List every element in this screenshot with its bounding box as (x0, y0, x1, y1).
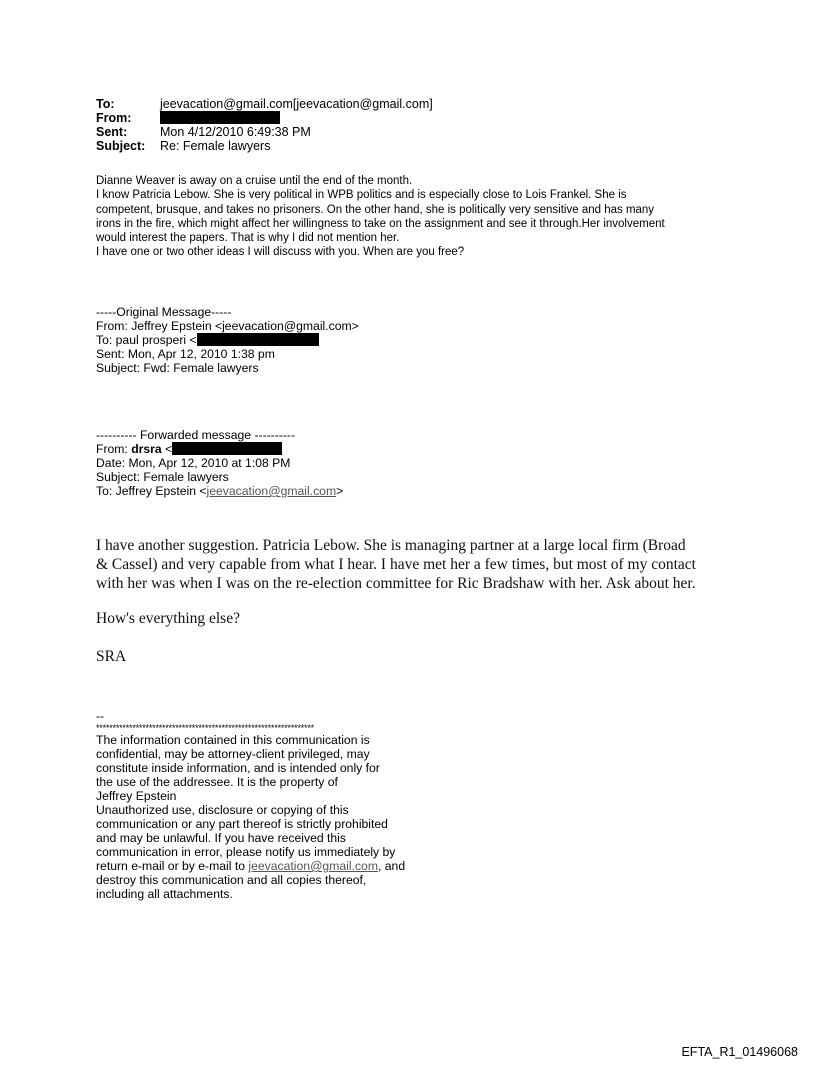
document-id: EFTA_R1_01496068 (681, 1045, 798, 1059)
disclaimer-return-prefix: return e-mail or by e-mail to (96, 859, 249, 873)
disclaimer-line: and may be unlawful. If you have received this (96, 831, 346, 845)
disclaimer-line: confidential, may be attorney-client privileged, may (96, 747, 370, 761)
sent-value: Mon 4/12/2010 6:49:38 PM (160, 125, 311, 139)
sent-label: Sent: (96, 125, 128, 139)
email-header (96, 97, 433, 153)
from-label: From: (96, 111, 132, 125)
forwarded-from-name: drsra (131, 442, 162, 456)
original-to: To: paul prosperi < (96, 333, 197, 347)
redaction-box (197, 333, 319, 346)
forwarded-to-row (96, 484, 343, 498)
to-label: To: (96, 97, 115, 111)
message-line: & Cassel) and very capable from what I hear. I have met her a few times, but most of my contact (96, 556, 696, 573)
header-sent-row (96, 125, 433, 139)
forwarded-from-row (96, 442, 343, 456)
disclaimer-line: communication or any part thereof is strictly prohibited (96, 817, 388, 831)
original-subject: Subject: Fwd: Female lawyers (96, 361, 259, 375)
disclaimer-return-suffix: , and (377, 859, 406, 873)
reply-line: I have one or two other ideas I will discuss with you. When are you free? (96, 246, 465, 259)
redaction-box (172, 442, 282, 455)
disclaimer-dashes: -- (96, 709, 105, 723)
original-to-row (96, 333, 359, 347)
reply-line: Dianne Weaver is away on a cruise until the end of the month. (96, 175, 413, 187)
disclaimer-line: the use of the addressee. It is the property of (96, 775, 338, 789)
subject-label: Subject: (96, 139, 146, 153)
disclaimer-line: The information contained in this communication is (96, 733, 370, 747)
reply-line: competent, brusque, and takes no prisoners. On the other hand, she is politically very sensitive and has many (96, 203, 655, 216)
forwarded-to-suffix: > (336, 484, 344, 498)
header-subject-row (96, 139, 433, 153)
message-body (96, 536, 696, 593)
original-sent: Sent: Mon, Apr 12, 2010 1:38 pm (96, 347, 275, 361)
disclaimer-line: including all attachments. (96, 887, 233, 901)
message-question: How's everything else? (96, 610, 240, 627)
redaction-box (160, 111, 280, 124)
email-link[interactable]: jeevacation@gmail.com (206, 484, 337, 498)
reply-line: I know Patricia Lebow. She is very political in WPB politics and is especially close to Lois Frankel. She is (96, 189, 627, 202)
subject-value: Re: Female lawyers (160, 139, 271, 153)
header-from-row (96, 111, 433, 125)
original-from: From: Jeffrey Epstein <jeevacation@gmail.com> (96, 319, 359, 333)
disclaimer-line: communication in error, please notify us immediately by (96, 845, 396, 859)
disclaimer-line: destroy this communication and all copies thereof, (96, 873, 367, 887)
forwarded-subject: Subject: Female lawyers (96, 470, 229, 484)
reply-line: irons in the fire, which might affect her willingness to take on the assignment and see it through.Her involvement (96, 217, 665, 230)
header-to-row (96, 97, 433, 111)
disclaimer-line: constitute inside information, and is intended only for (96, 761, 380, 775)
forwarded-from-prefix: From: (96, 442, 132, 456)
forwarded-date: Date: Mon, Apr 12, 2010 at 1:08 PM (96, 456, 291, 470)
message-signoff: SRA (96, 648, 127, 665)
disclaimer-line: Unauthorized use, disclosure or copying of this (96, 803, 349, 817)
disclaimer-line: Jeffrey Epstein (96, 789, 177, 803)
disclaimer-stars: ****************************************************************** (96, 723, 314, 733)
original-message (96, 305, 359, 375)
disclaimer-return-row (96, 859, 405, 873)
message-line: with her was when I was on the re-election committee for Ric Bradshaw with her. Ask about her. (96, 575, 696, 592)
forwarded-from-bracket: < (161, 442, 173, 456)
email-link[interactable]: jeevacation@gmail.com (248, 859, 378, 873)
forwarded-message (96, 428, 343, 498)
message-line: I have another suggestion. Patricia Lebow. She is managing partner at a large local firm (Broad (96, 537, 686, 554)
forwarded-divider: ---------- Forwarded message ---------- (96, 428, 296, 442)
forwarded-to-prefix: To: Jeffrey Epstein < (96, 484, 207, 498)
original-divider: -----Original Message----- (96, 305, 232, 319)
reply-body (96, 174, 665, 260)
to-value: jeevacation@gmail.com[jeevacation@gmail.com] (160, 97, 433, 111)
reply-line: would interest the papers. That is why I did not mention her. (96, 232, 400, 245)
disclaimer (96, 709, 405, 901)
